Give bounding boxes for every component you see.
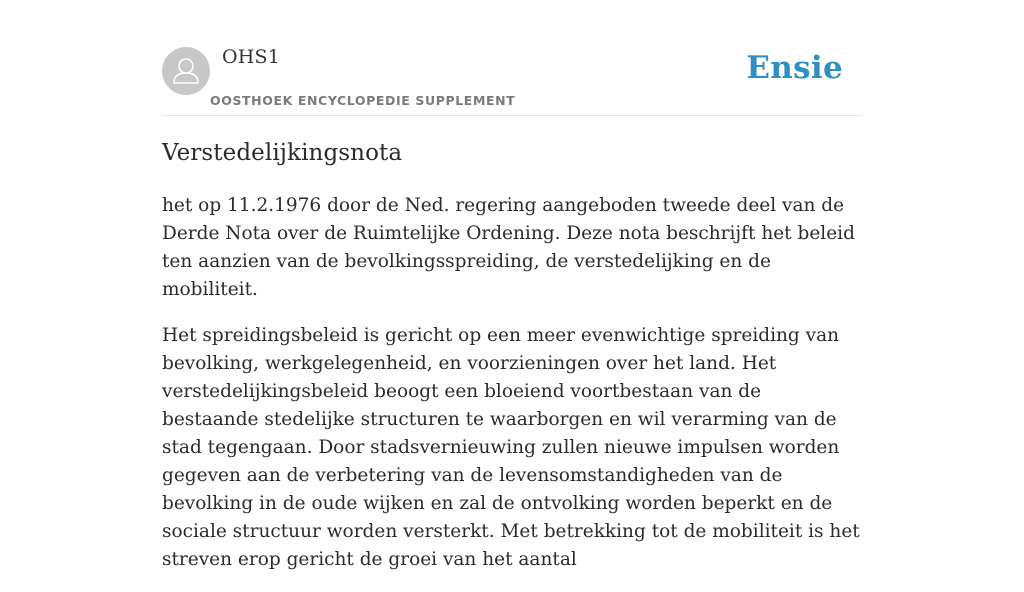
article-body	[162, 192, 862, 592]
article-paragraph: het op 11.2.1976 door de Ned. regering aangeboden tweede deel van de Derde Nota over de Ruimtelijke Ordening. Deze nota beschrijft het beleid ten aanzien van de bevolkingsspreiding, de verstedelijking en de mobiliteit.	[162, 195, 855, 300]
article-title: Verstedelijkingsnota	[162, 140, 403, 166]
dictionary-full-name[interactable]: OOSTHOEK ENCYCLOPEDIE SUPPLEMENT	[210, 93, 516, 108]
page	[162, 0, 862, 570]
article-paragraph: Het spreidingsbeleid is gericht op een meer evenwichtige spreiding van bevolking, werkgelegenheid, en voorzieningen over het land. Het verstedelijkingsbeleid beoogt een bloeiend voortbestaan van de bestaande stedelijke structuren te waarborgen en wil verarming van de stad tegengaan. Door stadsvernieuwing zullen nieuwe impulsen worden gegeven aan de verbetering van de levensomstandigheden van de bevolking in de oude wijken en zal de ontvolking worden beperkt en de sociale structuur worden versterkt. Met betrekking tot de mobiliteit is het streven erop gericht de groei van het aantal	[162, 325, 860, 570]
brand-logo[interactable]: Ensie	[746, 50, 843, 86]
dictionary-avatar[interactable]	[162, 47, 210, 95]
header	[162, 0, 862, 116]
dictionary-name[interactable]: OHS1	[222, 46, 281, 68]
user-icon	[162, 47, 210, 95]
